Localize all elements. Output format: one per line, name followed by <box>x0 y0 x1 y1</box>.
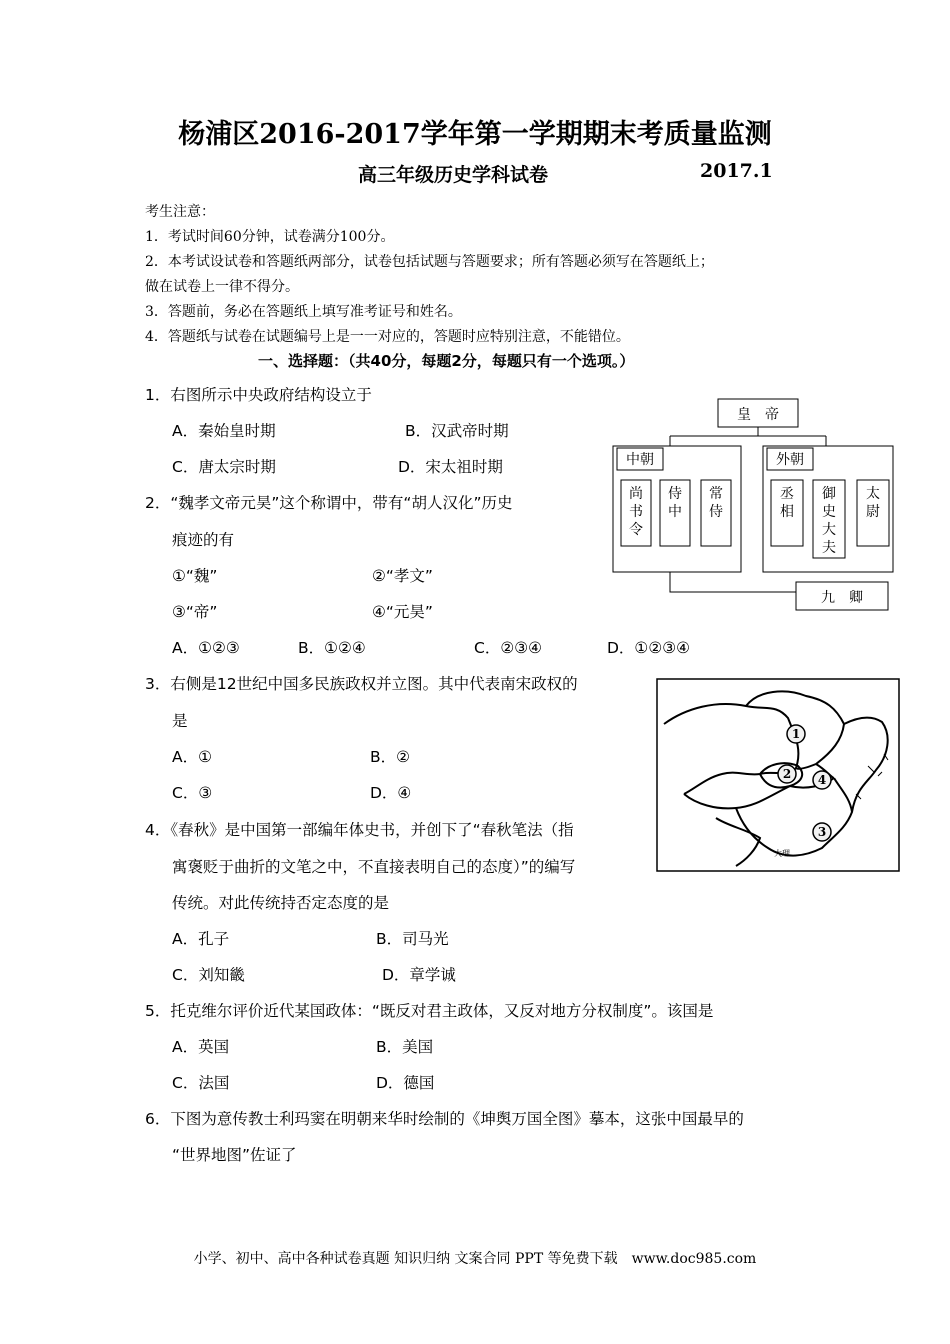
marker-3: 3 <box>817 825 827 839</box>
exam-title: 杨浦区2016-2017学年第一学期期末考质量监测 <box>178 119 772 150</box>
option: ②“孝文” <box>372 567 433 585</box>
option: C．③ <box>172 784 213 802</box>
footer-text: 小学、初中、高中各种试卷真题 知识归纳 文案合同 PPT 等免费下载 www.doc985.com <box>193 1251 757 1267</box>
option: D．德国 <box>376 1074 435 1092</box>
inner-post-char: 书 <box>629 504 643 520</box>
option: A．① <box>172 748 212 766</box>
option: A．英国 <box>172 1038 230 1056</box>
inner-post-char: 令 <box>629 522 643 538</box>
option: D．宋太祖时期 <box>398 458 503 476</box>
option: B．美国 <box>376 1038 434 1056</box>
option: D．①②③④ <box>607 639 691 657</box>
option: A．①②③ <box>172 639 240 657</box>
notice-heading: 考生注意： <box>145 204 215 220</box>
song-era-map <box>656 678 900 872</box>
outer-post-char: 丞 <box>780 486 794 502</box>
outer-post-char: 史 <box>822 504 836 520</box>
option: D．章学诚 <box>382 966 456 984</box>
emperor-label: 皇 帝 <box>737 407 779 423</box>
option: C．刘知畿 <box>172 966 245 984</box>
question-4-stem-cont: 传统。对此传统持否定态度的是 <box>172 894 390 912</box>
question-2-stem: 2．“魏孝文帝元昊”这个称谓中，带有“胡人汉化”历史 <box>145 494 513 512</box>
outer-post-char: 大 <box>822 522 836 538</box>
question-3-stem: 3．右侧是12世纪中国多民族政权并立图。其中代表南宋政权的 <box>145 675 578 693</box>
inner-post-char: 中 <box>668 504 682 520</box>
exam-subtitle: 高三年级历史学科试卷 <box>358 164 549 186</box>
inner-post-char: 侍 <box>668 486 682 502</box>
outer-post-char: 御 <box>822 486 836 502</box>
option: C．唐太宗时期 <box>172 458 276 476</box>
nine-ministers-label: 九 卿 <box>821 590 863 606</box>
outer-post-char: 尉 <box>866 504 880 520</box>
dali-label: 大理 <box>774 849 790 858</box>
marker-1: 1 <box>791 727 801 741</box>
option: B．汉武帝时期 <box>405 422 509 440</box>
question-2-stem-cont: 痕迹的有 <box>172 531 235 549</box>
notice-item: 做在试卷上一律不得分。 <box>145 279 299 295</box>
question-4-stem: 4．《春秋》是中国第一部编年体史书，并创下了“春秋笔法（指 <box>145 821 574 839</box>
option: B．② <box>370 748 411 766</box>
option: A．秦始皇时期 <box>172 422 276 440</box>
option: C．②③④ <box>474 639 543 657</box>
question-6-stem: 6．下图为意传教士利玛窦在明朝来华时绘制的《坤舆万国全图》摹本，这张中国最早的 <box>145 1110 744 1128</box>
option: B．司马光 <box>376 930 449 948</box>
option: ③“帝” <box>172 603 218 621</box>
option: ④“元昊” <box>372 603 433 621</box>
question-6-stem-cont: “世界地图”佐证了 <box>172 1146 297 1164</box>
option: C．法国 <box>172 1074 230 1092</box>
government-structure-diagram <box>608 396 898 618</box>
question-5-stem: 5．托克维尔评价近代某国政体：“既反对君主政体，又反对地方分权制度”。该国是 <box>145 1002 714 1020</box>
notice-item: 1．考试时间60分钟，试卷满分100分。 <box>145 229 395 245</box>
outer-post-char: 相 <box>780 504 794 520</box>
option: A．孔子 <box>172 930 230 948</box>
outer-post-char: 太 <box>866 486 880 502</box>
inner-post-char: 侍 <box>709 504 723 520</box>
inner-post-char: 常 <box>709 486 723 502</box>
outer-court-label: 外朝 <box>776 452 804 468</box>
question-1-stem: 1．右图所示中央政府结构设立于 <box>145 386 372 404</box>
notice-item: 3．答题前，务必在答题纸上填写准考证号和姓名。 <box>145 304 462 320</box>
section-heading: 一、选择题：（共40分，每题2分，每题只有一个选项。） <box>258 352 635 370</box>
inner-court-label: 中朝 <box>626 452 654 468</box>
exam-date: 2017.1 <box>700 160 773 182</box>
marker-2: 2 <box>782 767 792 781</box>
option: D．④ <box>370 784 412 802</box>
option: ①“魏” <box>172 567 218 585</box>
option: B．①②④ <box>298 639 366 657</box>
inner-post-char: 尚 <box>629 486 643 502</box>
marker-4: 4 <box>817 773 827 787</box>
question-3-stem-cont: 是 <box>172 712 188 730</box>
notice-item: 2．本考试设试卷和答题纸两部分，试卷包括试题与答题要求；所有答题必须写在答题纸上； <box>145 254 714 270</box>
outer-post-char: 夫 <box>822 540 836 556</box>
question-4-stem-cont: 寓褒贬于曲折的文笔之中，不直接表明自己的态度）”的编写 <box>172 858 576 876</box>
notice-item: 4．答题纸与试卷在试题编号上是一一对应的，答题时应特别注意，不能错位。 <box>145 329 630 345</box>
